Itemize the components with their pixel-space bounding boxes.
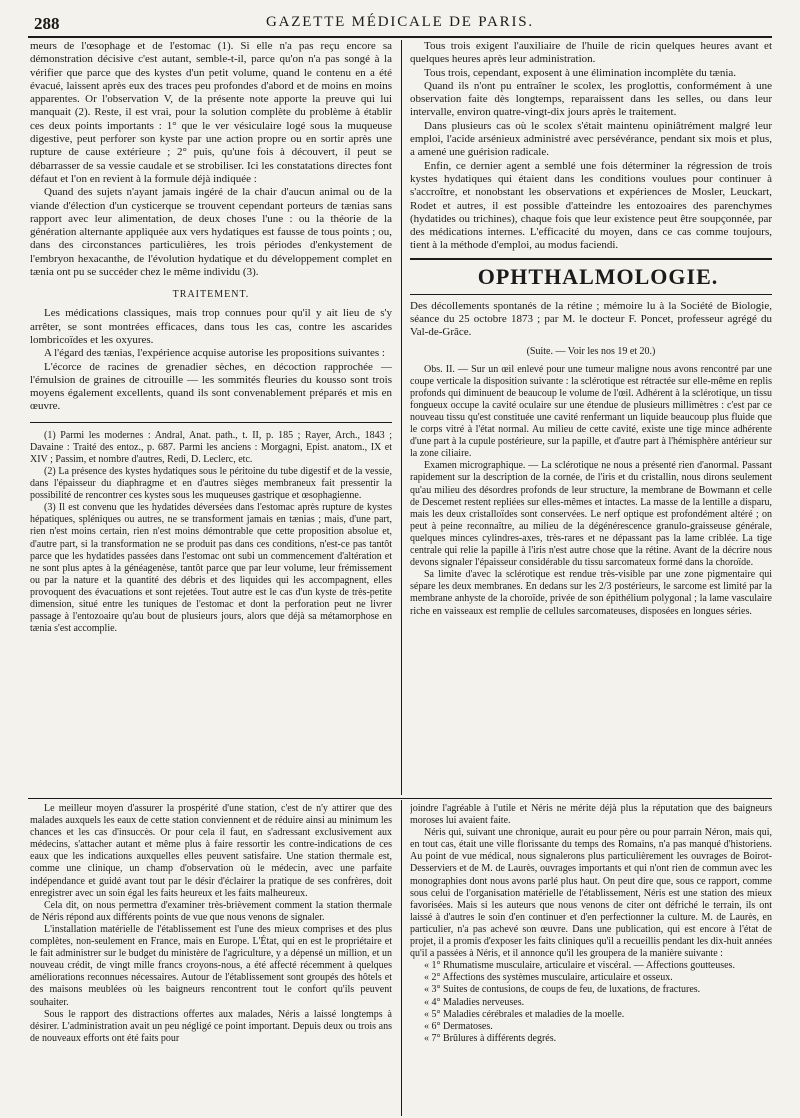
list-item: « 6° Dermatoses. — [424, 1020, 493, 1032]
article-title: Des décollements spontanés de la rétine ; mémoire lu à la Société de Biologie, séance du 25 octobre 1873 ; par M. le docteur F. Poncet, professeur agrégé du Val-de-Grâce. — [410, 299, 772, 339]
paragraph: Cela dit, on nous permettra d'examiner très-brièvement comment la station thermale de Néris répond aux différents points de vue que nous venons de signaler. — [30, 899, 392, 923]
paragraph: A l'égard des tænias, l'expérience acquise autorise les propositions suivantes : — [44, 347, 385, 360]
footnote: (1) Parmi les modernes : Andral, Anat. path., t. II, p. 185 ; Rayer, Arch., 1843 ; Davaine : Traité des entoz., p. 687. Parmi les anciens : Morgagni, Epist. anatom., IX et XIV ; Passim, et nombre d'autres, Redi, D. Leclerc, etc. — [30, 429, 392, 465]
paragraph: Sous le rapport des distractions offertes aux malades, Néris a laissé longtemps à désirer. L'administration avait un peu négligé ce point important. Depuis deux ou trois ans de nouveaux efforts ont été faits pour — [30, 1008, 392, 1044]
journal-title: GAZETTE MÉDICALE DE PARIS. — [266, 14, 534, 30]
list-item: « 4° Maladies nerveuses. — [424, 996, 525, 1008]
list-item: « 7° Brûlures à différents degrés. — [424, 1032, 557, 1044]
footnote-rule — [30, 422, 392, 423]
paragraph: Obs. II. — Sur un œil enlevé pour une tumeur maligne nous avons rencontré par une coupe verticale la disposition suivante : la sclérotique est rétractée sur elle-même en replis profonds qui diminuent de beaucoup le volume de l'œil. Adhérent à la sclérotique, un tissu fongueux occupe la cavité oculaire sur une étendue de plusieurs millimètres : c'est par ce nouveau tissu qu'est constituée une cavité renfermant un liquide beaucoup plus fluide que le corps vitré à l'état normal. Au milieu de cette cavité, existe une tige mince adhérente d'une part à la cupule postérieure, sur la papille, et d'autre part à l'hémisphère antérieur sur la zone ciliaire. — [410, 363, 772, 460]
right-bottom-column — [410, 803, 772, 1115]
paragraph: joindre l'agréable à l'utile et Néris ne mérite déjà plus la réputation que des baigneurs moroses lui avaient faite. — [410, 803, 772, 827]
list-item: « 2° Affections des systèmes musculaire, articulaire et osseux. — [424, 972, 673, 984]
paragraph: Sa limite d'avec la sclérotique est rendue très-visible par une zone pigmentaire qui sépare les deux membranes. En dedans sur les 2/3 postérieurs, le sarcome est limité par la membrane anhyste de la choroïde, privée de son épithélium polygonal ; la lame vasculaire riche en vaisseaux est remplie de cellules sarcomateuses, disposées en longues séries. — [410, 569, 772, 617]
section-title: OPHTHALMOLOGIE. — [477, 263, 719, 289]
right-top-column — [410, 40, 772, 794]
paragraph: Quand ils n'ont pu entraîner le scolex, les proglottis, conformément à une observation faite dès longtemps, reparaissent dans les selles, ou dans leur intervalle, environ quatre-vingt-dix jours après le traitement. — [410, 79, 772, 119]
page-number: 288 — [34, 14, 60, 33]
list-item: « 1° Rhumatisme musculaire, articulaire et viscéral. — Affections goutteuses. — [424, 960, 735, 972]
paragraph: L'installation matérielle de l'établissement est l'une des mieux comprises et des plus complètes, non-seulement en France, mais en Europe. L'État, qui en est le propriétaire et le fait administrer sur le budget du ministère de l'agriculture, y a dépensé un million, et un nouveau crédit, de vingt mille francs croyons-nous, a été affecté récemment à quelques améliorations reconnues nécessaires. Autour de l'établissement sont groupés des hôtels et des maisons meublées où les baigneurs rencontrent tout le confort qu'ils peuvent souhaiter. — [30, 923, 392, 1008]
paragraph: meurs de l'œsophage et de l'estomac (1). Si elle n'a pas reçu encore sa démonstration décisive c'est autant, semble-t-il, parce qu'on n'a pas songé à la vérifier que parce que des kystes d'un petit volume, quand le contenu en a été évacué, laissent après eux des traces peu profondes d'abord et de moins en moins apparentes. Or l'observation V, de la présente note apporte la preuve qui lui manquait (2). Reste, il est vrai, pour la solution complète du problème à établir ces deux points importants : 1° que le ver vésiculaire logé sous la muqueuse digestive, peut perforer son kyste par une action propre ou en sortir après une rupture de cause extérieure ; 2° puis, qu'une fois à découvert, il peut se débarrasser de sa vessie caudale et se strobiliser. Ici les constatations directes font défaut et l'on en revient à la formule déjà indiquée : — [30, 40, 392, 185]
paragraph: Examen micrographique. — La sclérotique ne nous a présenté rien d'anormal. Passant rapidement sur la description de la cornée, de l'iris et du cristallin, nous dirons seulement qu'au milieu des désordres profonds de leur structure, la membrane de Bowmann et celle de Descemet restent repliées sur elles-mêmes et intactes. La masse de la lentille a disparu, mais les deux cristalloïdes sont conservées. Le nerf optique est profondément altéré ; on peut à peine reconnaître, au milieu de la dégénérescence granulo-graisseuse générale, quelques minces cylindres-axes, très-rares et ne dépassant pas la lame criblée. La tige centrale qui relie la papille à l'iris n'est autre chose que la rétine. Avant de la décrire nous devons signaler l'épaisseur considérable du tissu sarcomateux formé dans la choroïde. — [410, 460, 772, 569]
header-rule — [28, 36, 772, 38]
section-heading: TRAITEMENT. — [172, 289, 250, 301]
paragraph: Tous trois, cependant, exposent à une élimination incomplète du tænia. — [424, 66, 737, 79]
paragraph: Enfin, ce dernier agent a semblé une fois déterminer la régression de trois kystes hydatiques qui étaient dans les conditions voulues pour continuer à s'accroître, et nonobstant les observations et expériences de Mosler, Leuckart, Rodet et autres, il est possible d'atteindre les entozoaires des parenchymes (hydatides ou trichines), chaque fois que leur existence peut être soupçonnée, par des médications internes. L'efficacité du moyen, dans ce cas comme toujours, tient à la méthode d'emploi, au modus faciendi. — [410, 159, 772, 252]
footnote: (3) Il est convenu que les hydatides déversées dans l'estomac après rupture de kystes hépatiques, spléniques ou autres, ne se transforment jamais en tænias ; mais, d'une part, rien n'est moins certain, rien n'est moins démontrable que cette proposition absolue et, d'autre part, si la transformation ne se produit pas dans ces conditions, n'est-ce pas tantôt parce que les hydatides passées dans l'estomac ont subi un commencement d'altération et ne sont plus aptes à la généagenèse, tantôt parce que par leur volume, leur frémissement ou par la nature et la quantité des débris et des liquides qui les accompagnent, elles provoquent des évacuations et sont rejetées. Tout autre est le cas d'un kyste de très-petite dimension, situé entre les tuniques de l'estomac et dont la perforation peut ne livrer passage à l'entozoaire qu'au bout de plusieurs jours, alors que déjà sa métamorphose en tænia s'est accomplie. — [30, 502, 392, 635]
section-divider — [28, 798, 772, 799]
section-rule — [410, 258, 772, 260]
column-divider-top — [401, 40, 402, 795]
list-item: « 3° Suites de contusions, de coups de feu, de luxations, de fractures. — [424, 984, 701, 996]
paragraph: Le meilleur moyen d'assurer la prospérité d'une station, c'est de n'y attirer que des malades auxquels les eaux de cette station conviennent et de réduire ainsi au minimum les chances et les cas d'insuccès. Or pour cela il faut, en s'adressant exclusivement aux médecins, s'attacher autant et même plus à faire ressortir les contre-indications de ces eaux que les indications auxquelles elles peuvent satisfaire. Une station thermale est, comme une clinique, un champ d'observation où le médecin, avec une parfaite indépendance et guidé avant tout par le désir d'éclairer la pratique de ses confrères, doit enregistrer avec un soin égal les faits heureux et les faits malheureux. — [30, 803, 392, 899]
left-bottom-column — [30, 803, 392, 1115]
left-top-column — [30, 40, 392, 794]
paragraph: Tous trois exigent l'auxiliaire de l'huile de ricin quelques heures avant et quelques heures après leur administration. — [410, 40, 772, 66]
footnote: (2) La présence des kystes hydatiques sous le péritoine du tube digestif et de la vessie, dans l'épaisseur du diaphragme et en d'autres sièges membraneux fait pressentir la possibilité de rencontrer ces kystes sous les muqueuses gastrique et œsophagienne. — [30, 466, 392, 502]
paragraph: Néris qui, suivant une chronique, aurait eu pour père ou pour parrain Néron, mais qui, en tout cas, était une ville florissante du temps des Romains, n'a pas manqué d'historiens. Au point de vue médical, nous signalerons plus particulièrement les ouvrages de Boirot-Desserviers et de M. de Laurès, ouvrages importants et qui n'ont rien de commun avec les monographies dont nous avons parlé plus haut. On peut dire que, sous ce rapport, comme sous celui de l'organisation matérielle de l'établissement, Néris est une station des mieux favorisées. Mais si les auteurs que nous venons de citer ont défriché le terrain, ils ont laissé à d'autres le soin d'en continuer et d'en perfectionner la culture. M. de Laurès, en particulier, n'a pas achevé son œuvre. Dans une publication, qui est encore à l'état de projet, il a promis d'exposer les faits cliniques qu'il a recueillis pendant les dix-huit années qu'il a passées à Néris, et il annonce qu'il les groupera de la manière suivante : — [410, 827, 772, 960]
column-divider-bottom — [401, 800, 402, 1116]
list-item: « 5° Maladies cérébrales et maladies de la moelle. — [424, 1008, 625, 1020]
paragraph: Dans plusieurs cas où le scolex s'était maintenu opiniâtrément malgré leur emploi, l'acide arsénieux administré avec persévérance, pendant six mois et plus, a amené une guérision radicale. — [410, 119, 772, 159]
page-header — [28, 12, 772, 34]
paragraph: Quand des sujets n'ayant jamais ingéré de la chair d'aucun animal ou de la viande d'élection d'un cysticerque se trouvent cependant porteurs de tænias sans rapport avec leur alimentation, de deux choses l'une : ou la théorie de la génération alternante appliquée aux vers hydatiques est fausse de tous points ; ou, dans des circonstances particulières, les trois périodes d'enkystement de l'embryon hexacanthe, de l'évolution hydatique et du développement complet en tænia ont pu se succéder chez le même individu (3). — [30, 186, 392, 279]
continuation-note: (Suite. — Voir les nos 19 et 20.) — [526, 345, 656, 357]
footnotes — [30, 430, 392, 636]
article-body — [410, 364, 772, 618]
paragraph: L'écorce de racines de grenadier sèches, en décoction rapprochée — l'émulsion de graines de citrouille — les sommités fleuries du kousso sont trois moyens également excellents, quand ils sont convenablement préparés et mis en œuvre. — [30, 360, 392, 413]
paragraph: Les médications classiques, mais trop connues pour qu'il y ait lieu de s'y arrêter, se sont montrées efficaces, dans tous les cas, contre les ascarides lombricoïdes et les oxyures. — [30, 307, 392, 346]
section-rule — [410, 294, 772, 295]
